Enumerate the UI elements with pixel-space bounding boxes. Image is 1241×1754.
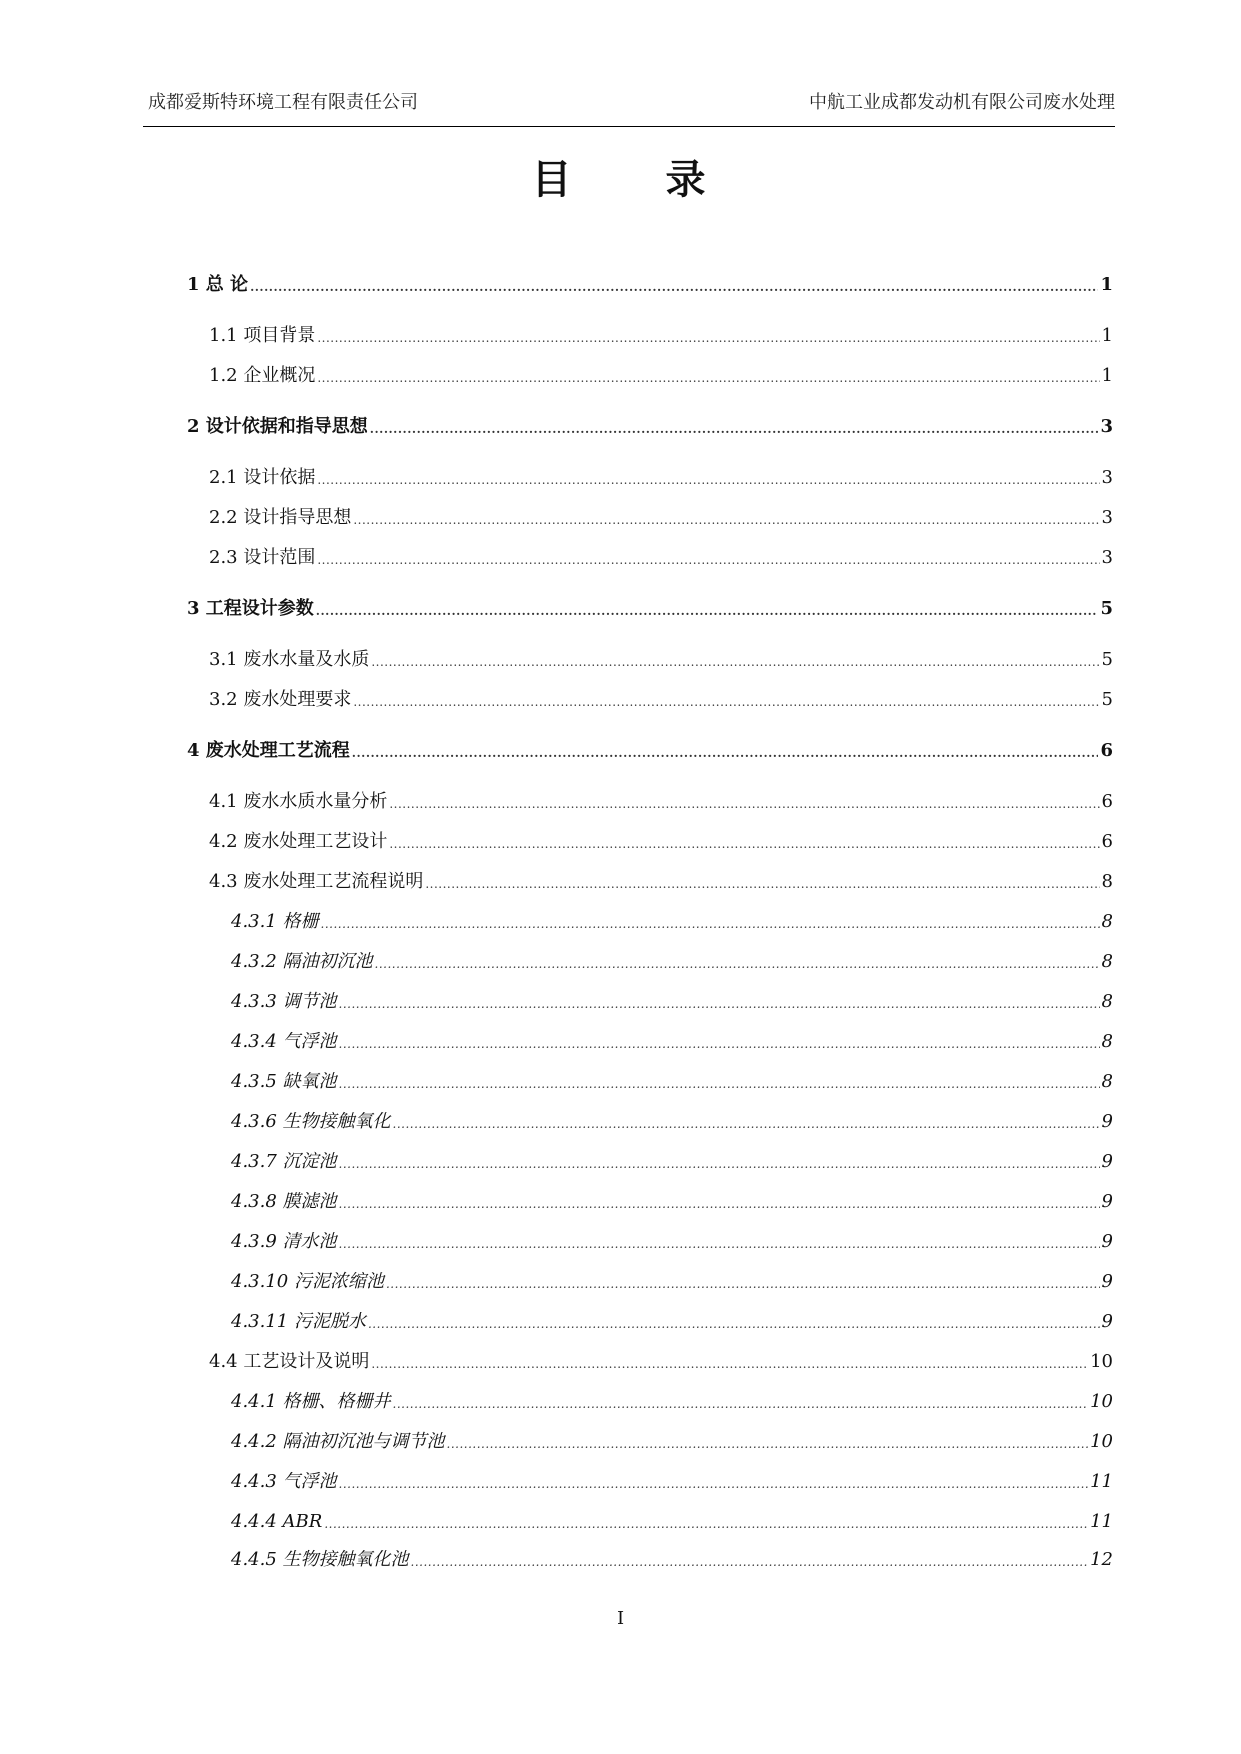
toc-entry-level-3[interactable]: [231, 1273, 1113, 1291]
toc-leader-dots: [339, 1198, 1100, 1211]
page-header-right: 中航工业成都发动机有限公司废水处理: [809, 92, 1115, 113]
toc-entry-level-3[interactable]: [231, 1233, 1113, 1251]
toc-leader-dots: [371, 1358, 1088, 1371]
toc-entry-level-1[interactable]: [187, 418, 1113, 436]
toc-leader-dots: [386, 1278, 1100, 1291]
toc-entry-level-2[interactable]: [209, 833, 1113, 851]
toc-entry-level-3[interactable]: [231, 1551, 1113, 1569]
toc-entry-level-3[interactable]: [231, 1433, 1113, 1451]
toc-entry-label: 4.3.5 缺氧池: [231, 1071, 337, 1092]
toc-entry-page: 8: [1101, 991, 1113, 1012]
toc-entry-level-1[interactable]: [187, 742, 1113, 760]
toc-leader-dots: [339, 1038, 1100, 1051]
toc-entry-level-3[interactable]: [231, 1113, 1113, 1131]
toc-entry-page: 9: [1101, 1151, 1113, 1172]
toc-entry-label: 4.3.3 调节池: [231, 991, 337, 1012]
toc-entry-label: 4.3.6 生物接触氧化: [231, 1111, 391, 1132]
toc-entry-label: 2 设计依据和指导思想: [187, 416, 368, 437]
toc-entry-page: 3: [1101, 507, 1113, 528]
toc-entry-label: 4.3.11 污泥脱水: [231, 1311, 366, 1332]
toc-entry-label: 4.3 废水处理工艺流程说明: [209, 871, 424, 892]
toc-entry-page: 1: [1101, 325, 1113, 346]
toc-entry-level-2[interactable]: [209, 651, 1113, 669]
toc-entry-label: 4.3.8 膜滤池: [231, 1191, 337, 1212]
toc-entry-label: 2.2 设计指导思想: [209, 507, 352, 528]
toc-entry-page: 8: [1101, 1071, 1113, 1092]
toc-leader-dots: [316, 605, 1099, 618]
toc-entry-level-2[interactable]: [209, 509, 1113, 527]
toc-leader-dots: [339, 1078, 1100, 1091]
toc-entry-page: 9: [1101, 1111, 1113, 1132]
toc-entry-level-1[interactable]: [187, 600, 1113, 618]
toc-leader-dots: [250, 281, 1098, 294]
toc-entry-label: 4.3.1 格栅: [231, 911, 319, 932]
toc-entry-page: 5: [1100, 598, 1113, 619]
toc-leader-dots: [353, 696, 1099, 709]
toc-entry-page: 8: [1101, 1031, 1113, 1052]
toc-entry-label: 3.1 废水水量及水质: [209, 649, 370, 670]
toc-entry-level-3[interactable]: [231, 993, 1113, 1011]
toc-entry-page: 6: [1101, 831, 1113, 852]
toc-leader-dots: [317, 474, 1099, 487]
toc-entry-level-2[interactable]: [209, 327, 1113, 345]
toc-leader-dots: [389, 838, 1099, 851]
toc-entry-level-2[interactable]: [209, 469, 1113, 487]
toc-leader-dots: [317, 332, 1099, 345]
toc-entry-level-3[interactable]: [231, 1393, 1113, 1411]
toc-leader-dots: [352, 747, 1099, 760]
toc-entry-page: 12: [1090, 1549, 1113, 1570]
toc-entry-page: 10: [1090, 1351, 1113, 1372]
page-number: I: [616, 1608, 625, 1629]
toc-leader-dots: [339, 998, 1100, 1011]
toc-entry-label: 4.3.2 隔油初沉池: [231, 951, 373, 972]
toc-entry-level-3[interactable]: [231, 1313, 1113, 1331]
toc-entry-label: 4 废水处理工艺流程: [187, 740, 350, 761]
page-title: 目 录: [531, 156, 746, 203]
toc-entry-page: 3: [1101, 547, 1113, 568]
toc-entry-level-3[interactable]: [231, 1513, 1113, 1531]
toc-entry-label: 4.3.9 清水池: [231, 1231, 337, 1252]
toc-entry-page: 11: [1090, 1471, 1113, 1492]
toc-entry-label: 4.3.7 沉淀池: [231, 1151, 337, 1172]
toc-leader-dots: [425, 878, 1099, 891]
toc-entry-level-3[interactable]: [231, 1153, 1113, 1171]
toc-entry-page: 10: [1090, 1391, 1113, 1412]
toc-entry-page: 9: [1101, 1271, 1113, 1292]
toc-entry-level-2[interactable]: [209, 1353, 1113, 1371]
toc-leader-dots: [389, 798, 1099, 811]
toc-entry-label: 1 总 论: [187, 274, 249, 295]
toc-entry-label: 2.3 设计范围: [209, 547, 316, 568]
toc-entry-page: 8: [1101, 911, 1113, 932]
toc-leader-dots: [447, 1438, 1089, 1451]
toc-leader-dots: [321, 918, 1100, 931]
toc-entry-level-2[interactable]: [209, 691, 1113, 709]
toc-leader-dots: [324, 1518, 1088, 1531]
toc-entry-page: 8: [1101, 871, 1113, 892]
toc-leader-dots: [317, 372, 1099, 385]
toc-leader-dots: [370, 423, 1099, 436]
toc-entry-page: 3: [1101, 467, 1113, 488]
toc-entry-label: 3 工程设计参数: [187, 598, 314, 619]
toc-entry-page: 6: [1100, 740, 1113, 761]
toc-entry-label: 4.1 废水水质水量分析: [209, 791, 388, 812]
toc-entry-label: 4.2 废水处理工艺设计: [209, 831, 388, 852]
toc-leader-dots: [411, 1556, 1089, 1569]
toc-entry-level-2[interactable]: [209, 367, 1113, 385]
toc-leader-dots: [353, 514, 1099, 527]
toc-entry-label: 1.2 企业概况: [209, 365, 316, 386]
toc-entry-page: 5: [1101, 649, 1113, 670]
toc-entry-label: 1.1 项目背景: [209, 325, 316, 346]
toc-entry-label: 4.4.2 隔油初沉池与调节池: [231, 1431, 445, 1452]
toc-entry-label: 3.2 废水处理要求: [209, 689, 352, 710]
toc-leader-dots: [339, 1158, 1100, 1171]
toc-leader-dots: [317, 554, 1099, 567]
toc-entry-level-3[interactable]: [231, 1193, 1113, 1211]
toc-entry-page: 6: [1101, 791, 1113, 812]
toc-entry-level-1[interactable]: [187, 276, 1113, 294]
toc-entry-label: 2.1 设计依据: [209, 467, 316, 488]
toc-entry-page: 3: [1100, 416, 1113, 437]
toc-entry-label: 4.4.3 气浮池: [231, 1471, 337, 1492]
toc-entry-level-3[interactable]: [231, 1473, 1113, 1491]
toc-entry-page: 9: [1101, 1311, 1113, 1332]
toc-leader-dots: [339, 1478, 1089, 1491]
toc-entry-label: 4.3.10 污泥浓缩池: [231, 1271, 384, 1292]
toc-entry-level-3[interactable]: [231, 1033, 1113, 1051]
page-header-left: 成都爱斯特环境工程有限责任公司: [148, 92, 418, 113]
toc-entry-label: 4.4 工艺设计及说明: [209, 1351, 370, 1372]
toc-entry-page: 9: [1101, 1231, 1113, 1252]
toc-entry-label: 4.4.4 ABR: [231, 1511, 323, 1532]
toc-entry-page: 5: [1101, 689, 1113, 710]
toc-entry-page: 9: [1101, 1191, 1113, 1212]
toc-leader-dots: [393, 1118, 1100, 1131]
toc-entry-page: 11: [1090, 1511, 1113, 1532]
toc-entry-label: 4.4.1 格栅、格栅井: [231, 1391, 391, 1412]
toc-entry-label: 4.4.5 生物接触氧化池: [231, 1549, 409, 1570]
toc-entry-level-3[interactable]: [231, 1073, 1113, 1091]
toc-entry-level-2[interactable]: [209, 873, 1113, 891]
toc-entry-page: 1: [1100, 274, 1113, 295]
toc-entry-level-3[interactable]: [231, 953, 1113, 971]
toc-leader-dots: [375, 958, 1100, 971]
toc-leader-dots: [339, 1238, 1100, 1251]
toc-entry-label: 4.3.4 气浮池: [231, 1031, 337, 1052]
toc-entry-level-2[interactable]: [209, 793, 1113, 811]
toc-leader-dots: [368, 1318, 1100, 1331]
toc-leader-dots: [371, 656, 1099, 669]
toc-entry-page: 8: [1101, 951, 1113, 972]
toc-entry-level-2[interactable]: [209, 549, 1113, 567]
toc-entry-page: 10: [1090, 1431, 1113, 1452]
toc-entry-page: 1: [1101, 365, 1113, 386]
toc-leader-dots: [393, 1398, 1089, 1411]
toc-entry-level-3[interactable]: [231, 913, 1113, 931]
